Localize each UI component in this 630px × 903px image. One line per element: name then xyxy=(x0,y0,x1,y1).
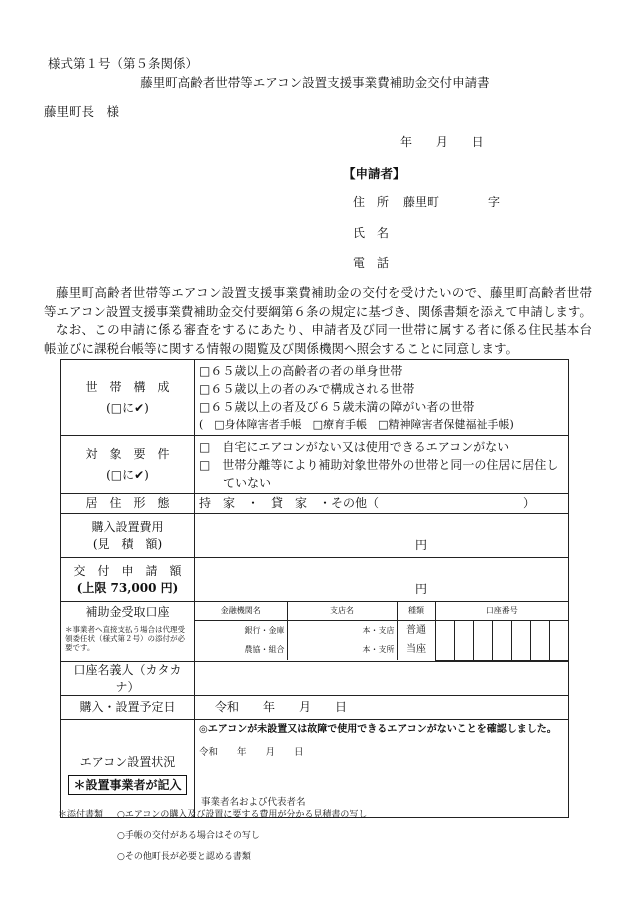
cost-label: 購入設置費用 xyxy=(91,520,164,534)
cost-label-cell xyxy=(61,514,195,558)
account-digit-1[interactable] xyxy=(435,620,454,660)
address-value[interactable]: 藤里町 xyxy=(403,195,440,209)
household-option-3[interactable]: □６５歳以上の者及び６５歳未満の障がい者の世帯 xyxy=(199,399,475,414)
grant-label: 交 付 申 請 額 xyxy=(73,564,182,578)
household-option-2[interactable]: □６５歳以上の者のみで構成される世帯 xyxy=(199,381,415,396)
grant-field[interactable] xyxy=(195,558,569,602)
eligibility-option-2-cont: ていない xyxy=(223,475,272,490)
col-branch-name: 支店名 xyxy=(287,602,397,620)
business-name-label[interactable]: 事業者名および代表者名 xyxy=(201,796,306,808)
eligibility-option-2[interactable]: □ 世帯分離等により補助対象世帯外の世帯と同一の住居に居住し xyxy=(199,457,559,472)
addressee: 藤里町長 様 xyxy=(44,104,120,119)
cost-sublabel: (見 積 額) xyxy=(92,536,163,551)
schedule-date[interactable]: 令和 年 月 日 xyxy=(195,696,569,720)
eligibility-option-1[interactable]: □ 自宅にエアコンがない又は使用できるエアコンがない xyxy=(199,439,510,454)
household-label-cell xyxy=(61,360,195,436)
attachments-title: ＊添付書類 xyxy=(58,810,104,820)
date-line[interactable]: 年 月 日 xyxy=(400,135,484,149)
form-title: 藤里町高齢者世帯等エアコン設置支援事業費補助金交付申請書 xyxy=(140,75,490,90)
install-confirm-text: ◎エアコンが未設置又は故障で使用できるエアコンがないことを確認しました。 xyxy=(199,724,557,735)
grant-label-cell xyxy=(61,558,195,602)
account-digit-5[interactable] xyxy=(511,620,530,660)
installer-stamp: ＊設置事業者が記入 xyxy=(68,775,186,796)
name-label: 氏 名 xyxy=(353,226,390,240)
bank-account-table xyxy=(195,602,568,661)
install-label: エアコン設置状況 xyxy=(79,755,176,769)
application-text xyxy=(44,284,592,358)
install-confirmation[interactable] xyxy=(195,720,569,818)
disability-handbook-options[interactable]: ( □身体障害者手帳 □療育手帳 □精神障害者保健福祉手帳) xyxy=(199,417,514,431)
residence-options[interactable]: 持 家 ・ 貸 家 ・その他（ ） xyxy=(195,494,569,514)
eligibility-options[interactable] xyxy=(195,436,569,494)
attachment-2: ○手帳の交付がある場合はその写し xyxy=(117,831,260,841)
attachment-3: ○その他町長が必要と認める書類 xyxy=(117,852,251,862)
household-label: 世 帯 構 成 xyxy=(85,380,170,394)
bank-label-cell xyxy=(61,602,195,662)
bank-account-cell xyxy=(195,602,569,662)
household-option-1[interactable]: □６５歳以上の高齢者の者の単身世帯 xyxy=(199,363,403,378)
address-label: 住 所 xyxy=(353,195,390,209)
tel-label: 電 話 xyxy=(353,256,390,270)
branch-type-1[interactable]: 本・支店 xyxy=(287,620,397,640)
bank-type-2[interactable]: 農協・組合 xyxy=(195,640,287,660)
applicant-heading: 【申請者】 xyxy=(343,166,406,181)
cost-field[interactable] xyxy=(195,514,569,558)
col-bank-name: 金融機関名 xyxy=(195,602,287,620)
col-account-number: 口座番号 xyxy=(435,602,568,620)
account-type-current[interactable]: 当座 xyxy=(397,640,435,660)
household-options[interactable] xyxy=(195,360,569,436)
cost-unit: 円 xyxy=(415,537,428,552)
grant-unit: 円 xyxy=(415,581,428,596)
bank-type-1[interactable]: 銀行・金庫 xyxy=(195,620,287,640)
col-account-type: 種類 xyxy=(397,602,435,620)
aza-label: 字 xyxy=(488,195,501,209)
install-date[interactable]: 令和 年 月 日 xyxy=(199,746,304,758)
form-number: 様式第１号（第５条関係） xyxy=(48,56,199,71)
eligibility-hint: (□に✔) xyxy=(106,467,149,482)
install-label-cell xyxy=(61,720,195,818)
bank-note: ＊事業者へ直接支払う場合は代理受領委任状（様式第２号）の添付が必要です。 xyxy=(65,624,185,652)
account-type-ordinary[interactable]: 普通 xyxy=(397,620,435,640)
application-table xyxy=(60,359,569,818)
account-holder-field[interactable] xyxy=(195,662,569,696)
eligibility-label-cell xyxy=(61,436,195,494)
account-digit-4[interactable] xyxy=(492,620,511,660)
account-digit-6[interactable] xyxy=(530,620,549,660)
paragraph-2: なお、この申請に係る審査をするにあたり、申請者及び同一世帯に属する者に係る住民基本台帳並びに課税台帳等に関する情報の閲覧及び関係機関へ照会することに同意します。 xyxy=(44,322,592,356)
household-hint: (□に✔) xyxy=(106,400,149,415)
account-digit-2[interactable] xyxy=(454,620,473,660)
schedule-label: 購入・設置予定日 xyxy=(61,696,195,720)
account-holder-label: 口座名義人（カタカナ） xyxy=(61,662,195,696)
bank-label: 補助金受取口座 xyxy=(85,605,170,619)
grant-limit: (上限 73,000 円) xyxy=(76,580,179,595)
attachment-1: ○エアコンの購入及び設置に要する費用が分かる見積書の写し xyxy=(117,810,368,820)
account-digit-3[interactable] xyxy=(473,620,492,660)
account-digit-7[interactable] xyxy=(549,620,568,660)
branch-type-2[interactable]: 本・支所 xyxy=(287,640,397,660)
residence-label: 居 住 形 態 xyxy=(61,494,195,514)
paragraph-1: 藤里町高齢者世帯等エアコン設置支援事業費補助金の交付を受けたいので、藤里町高齢者世帯等エアコン設置支援事業費補助金交付要綱第６条の規定に基づき、関係書類を添えて申請します。 xyxy=(44,285,592,319)
eligibility-label: 対 象 要 件 xyxy=(85,447,170,461)
